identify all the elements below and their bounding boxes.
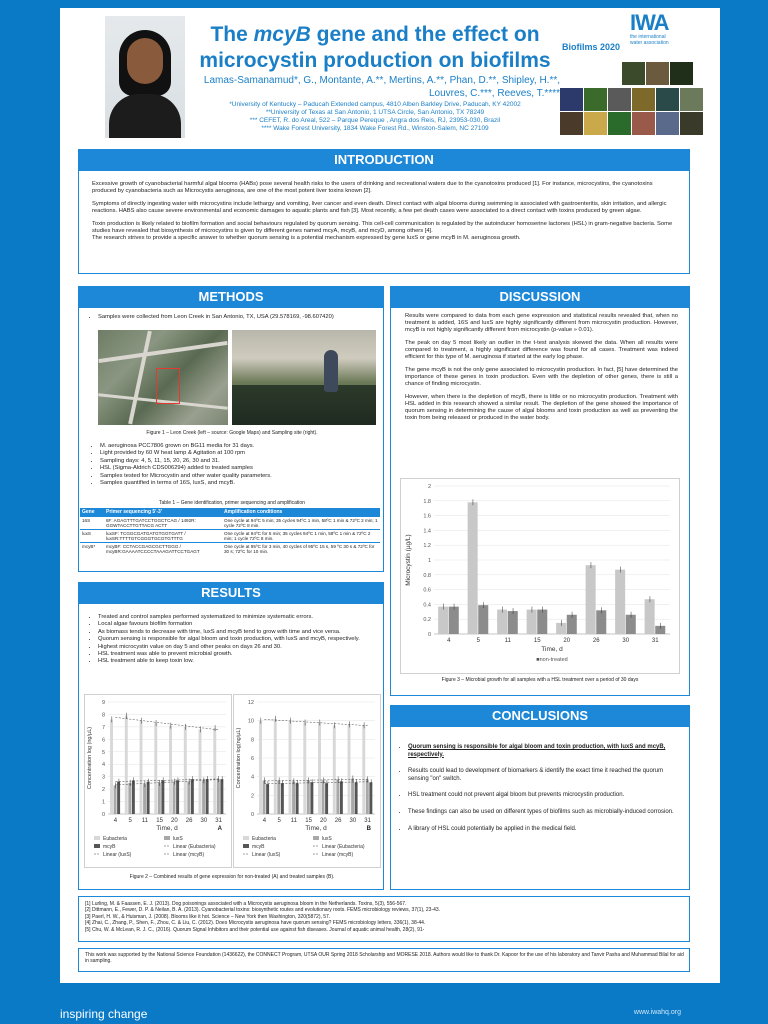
panel-label: A xyxy=(217,826,222,832)
y-tick-label: 0 xyxy=(250,812,254,818)
table-cell: mcyBF: CCTACCGAGCGCTTGGG / mcyBR:GAAAATCCCCTAAAGATTCCTGAGT xyxy=(104,543,222,556)
table1-caption: Table 1 – Gene identification, primer sequencing and amplification xyxy=(159,500,305,506)
legend-label: luxS xyxy=(322,836,332,842)
bar xyxy=(527,610,537,634)
x-axis-label: Time, d xyxy=(156,825,178,832)
bar xyxy=(645,599,655,634)
bar xyxy=(143,784,146,814)
y-tick-label: 0 xyxy=(427,632,431,638)
bar xyxy=(154,723,157,814)
iwa-logo-sub-2: water association xyxy=(630,40,669,46)
y-tick-label: 1.8 xyxy=(423,498,431,505)
x-tick-label: 15 xyxy=(533,638,541,644)
results-bullets xyxy=(88,614,378,666)
x-tick-label: 11 xyxy=(290,818,297,824)
methods-bullet-site: • Samples were collected from Leon Creek in San Antonio, TX, USA (29.578169, -98.607420) xyxy=(98,314,378,321)
bar xyxy=(220,779,223,814)
bar xyxy=(336,779,339,814)
figure-2a-chart xyxy=(84,694,232,868)
intro-p2: Symptoms of directly ingesting water with microcystins include lethargy and vomiting, liver cancer and even death. Direct contact with algal blooms during swimming is associated with gastroenteritis, skin irritation, and allergic reactions. HABS also cause severe environmental and economic damages to aquatic plants and fish [3]. Most recently, a few pet death cases were associated to a direct contact with toxins produced by green algae. xyxy=(92,201,667,214)
bar xyxy=(355,782,358,814)
bar xyxy=(114,785,117,814)
title-pre: The xyxy=(210,23,254,46)
x-tick-label: 20 xyxy=(563,638,571,644)
reference-item: [4] Zhai, C., Zhang, P., Shen, F., Zhou, C. & Liu, C. (2012). Does Microcystis aeruginosa have quorum sensing? FEMS microbiology letters, 336(1), 38-44. xyxy=(85,920,426,927)
y-tick-label: 1.4 xyxy=(423,528,431,535)
y-tick-label: 12 xyxy=(247,700,254,706)
legend-label: Eubacteria xyxy=(252,836,276,842)
intro-p3: Toxin production is likely related to biofilm formation and social behaviours regulated by quorum sensing. This cell-cell communication is regulated by the autoinducer homoserine lactones (HSL) in gram-negative bacteria. Some studies have revealed that biosynthesis of microcystins is given by different genes named mcyA, mcyB, and mcyD, among others [4]. xyxy=(92,221,673,234)
bar xyxy=(176,780,179,814)
iwa-logo xyxy=(630,12,688,56)
legend-label: mcyB xyxy=(103,844,116,850)
results-bullet: • Local algae favours biofilm formation xyxy=(98,621,378,628)
legend-swatch xyxy=(243,836,249,840)
gene-table-header: Primer sequencing 5'-3' xyxy=(104,508,222,517)
y-tick-label: 2 xyxy=(101,787,105,794)
methods-heading: METHODS xyxy=(78,286,384,308)
chart-frame xyxy=(401,479,680,674)
gene-table-header: Gene xyxy=(80,508,104,517)
iwa-logo-word: IWA xyxy=(630,10,669,35)
trend-line xyxy=(115,717,218,730)
x-tick-label: 4 xyxy=(447,638,451,644)
x-tick-label: 11 xyxy=(504,638,511,644)
y-tick-label: 0.6 xyxy=(423,587,431,594)
bar xyxy=(310,782,313,814)
bar xyxy=(325,783,328,814)
legend-label: Linear (luxS) xyxy=(252,852,281,858)
footer-bar xyxy=(0,1007,768,1024)
x-tick-label: 26 xyxy=(185,818,193,824)
x-tick-label: 30 xyxy=(200,818,208,824)
x-tick-label: 5 xyxy=(476,638,480,644)
gene-table xyxy=(80,508,380,555)
x-tick-label: 31 xyxy=(651,638,659,644)
bar xyxy=(147,782,150,814)
bar xyxy=(266,784,269,814)
results-bullet: • As biomass tends to decrease with time, luxS and mcyB tend to grow with time and vice versa. xyxy=(98,629,378,636)
authors xyxy=(190,74,560,100)
methods-site-bullet xyxy=(88,314,378,321)
biofilm-thumbnails xyxy=(560,62,710,140)
bar xyxy=(351,779,354,814)
bar xyxy=(128,783,131,814)
bar xyxy=(259,721,262,814)
y-tick-label: 2 xyxy=(427,484,431,490)
intro-p1: Excessive growth of cyanobacterial harmful algal blooms (HABs) pose several health risks to the users of drinking and recreational waters due to the cyanotoxins produced [1]. For instance, microcystins, the cyanotoxins produced by cyanobacteria such as Microcystis aeruginosa, are one of the most potent liver toxins known [2]. xyxy=(92,181,653,194)
legend-label: Linear (mcyB) xyxy=(173,852,205,858)
reference-item: [2] Dittmann, E., Fewer, D. P. & Neilan, B. A. (2013). Cyanobacterial toxins: biosynthetic routes and evolutionary roots. FEMS microbiology reviews, 37(1), 23-43. xyxy=(85,907,441,914)
x-axis-label: Time, d xyxy=(305,825,327,832)
reference-item: [3] Paerl, H. W., & Huisman, J. (2008). Blooms like it hot. Science – New York then Washington, 320(5872), 57. xyxy=(85,913,331,920)
satellite-map-image xyxy=(98,330,228,425)
title-gene: mcyB xyxy=(253,23,311,46)
legend-swatch xyxy=(243,844,249,848)
bar xyxy=(161,780,164,814)
y-tick-label: 8 xyxy=(101,712,105,719)
discussion-p3: The gene mcyB is not the only gene associated to microcystin production. In fact, [5] have determined the importance of these genes in toxin production. Even with the depletion of other genes, there is still a chance of finding microcystin. xyxy=(405,367,678,387)
y-tick-label: 1 xyxy=(427,558,431,564)
gene-table-header-row xyxy=(80,508,380,517)
reference-item: [1] Lurling, M. & Faassen, E. J. (2013). Dog poisonings associated with a Microcystis aeruginosa bloom in the Netherlands. Toxins, 5(3), 556-567. xyxy=(85,901,407,907)
x-tick-label: 4 xyxy=(113,818,118,824)
table-cell: luxSF: TCGGCGATGATGTGGTGATT / luxSR:TTTTGTCGGGTGCGTGTTTG xyxy=(104,530,222,543)
bar xyxy=(169,726,172,814)
bar xyxy=(586,565,596,634)
y-tick-label: 9 xyxy=(101,700,105,706)
introduction-text xyxy=(92,181,678,242)
table-cell: mcyB* xyxy=(80,543,104,556)
legend-swatch xyxy=(94,844,100,848)
legend-label: Linear (Eubacteria) xyxy=(173,844,216,850)
sampling-site-photo xyxy=(232,330,376,425)
iwa-logo-sub-1: the international xyxy=(630,34,666,40)
fig3-caption: Figure 3 – Microbial growth for all samples with a HSL treatment over a period of 30 days xyxy=(441,677,639,683)
results-bullet: • Quorum sensing is responsible for algal bloom and toxin production, with luxS and mcyB, respectively. xyxy=(98,636,378,643)
bar xyxy=(362,725,365,814)
bar xyxy=(125,716,128,814)
results-bullet: • HSL treatment able to keep toxin low. xyxy=(98,658,378,665)
methods-bullet: • HSL (Sigma-Aldrich CDS006294) added to treated samples xyxy=(100,465,378,472)
y-tick-label: 3 xyxy=(101,774,105,781)
y-axis-label: Concentration log(ng/µL) xyxy=(236,727,242,789)
poster-title xyxy=(190,22,560,74)
author-photo xyxy=(105,16,185,138)
x-tick-label: 20 xyxy=(171,818,178,824)
discussion-text xyxy=(405,313,678,428)
table-row xyxy=(80,543,380,556)
bar xyxy=(292,781,295,814)
y-tick-label: 1.6 xyxy=(423,513,431,520)
affiliation-4: **** Wake Forest University, 1834 Wake Forest Rd., Winston-Salem, NC 27109 xyxy=(261,125,489,132)
bar xyxy=(191,779,194,814)
sampling-area-marker xyxy=(156,368,180,404)
bar xyxy=(217,779,220,814)
acknowledgement: This work was supported by the National Science Foundation (1436622), the CONNECT Program, UTSA OUR Spring 2018 Scholarship and MORESE 2018. Authors would like to thank Dr. Kapoor for the use of his laboratory and Tanvir Pasha and Muhammad Bilal for aid in sampling. xyxy=(85,952,684,965)
x-tick-label: 31 xyxy=(364,818,371,824)
bar xyxy=(140,721,143,814)
conclusion-bullet: • A library of HSL could potentially be applied in the medical field. xyxy=(408,826,682,834)
legend-swatch xyxy=(164,836,170,840)
bar xyxy=(307,780,310,814)
x-tick-label: 5 xyxy=(128,818,132,824)
references xyxy=(85,901,685,933)
bar xyxy=(281,783,284,814)
table-cell: luxS xyxy=(80,530,104,543)
trend-line xyxy=(264,719,367,725)
bar xyxy=(202,780,205,814)
discussion-heading: DISCUSSION xyxy=(390,286,690,308)
bar xyxy=(206,779,209,814)
y-axis-label: Concentration log (ng/µL) xyxy=(87,726,93,790)
conclusion-bullet: • Quorum sensing is responsible for algal bloom and toxin production, with luxS and mcyB, respectively. xyxy=(408,744,682,759)
bar xyxy=(655,626,665,634)
bar xyxy=(556,623,566,634)
bar xyxy=(296,783,299,814)
methods-bullet: • Sampling days: 4, 5, 11, 15, 20, 26, 30 and 31. xyxy=(100,458,378,465)
bar xyxy=(213,728,216,814)
fig2-caption: Figure 2 – Combined results of gene expression for non-treated (A) and treated samples (B). xyxy=(129,874,335,880)
legend-label: ■non-treated xyxy=(536,657,568,663)
y-tick-label: 10 xyxy=(247,718,254,725)
y-axis-label: Microcystin (µg/L) xyxy=(405,534,412,586)
bar xyxy=(369,782,372,814)
bar xyxy=(615,570,625,634)
results-bullet: • Highest microcystin value on day 5 and other peaks on days 26 and 30. xyxy=(98,644,378,651)
y-tick-label: 0 xyxy=(101,812,105,818)
table-cell: One cycle at 94ºC for 5 min; 35 cycles 94ºC 1 min, 58ºC 1 min & 72ºC 2 min; 1 cycle 72ºC 8 min. xyxy=(222,530,380,543)
bar xyxy=(340,781,343,814)
results-bullet: • Treated and control samples performed systematized to minimize systematic errors. xyxy=(98,614,378,621)
bar xyxy=(322,780,325,814)
bar xyxy=(478,605,488,634)
results-heading: RESULTS xyxy=(78,582,384,604)
authors-line-1: Lamas-Samanamud*, G., Montante, A.**, Mertins, A.**, Phan, D.**, Shipley, H.**, xyxy=(203,75,560,86)
bar xyxy=(438,607,448,634)
affiliations xyxy=(190,101,560,133)
bar xyxy=(468,502,478,634)
x-tick-label: 26 xyxy=(592,638,600,644)
conclusions-bullets xyxy=(398,744,682,834)
y-tick-label: 0.8 xyxy=(423,572,431,579)
panel-label: B xyxy=(366,826,371,832)
table-cell: One cycle at 95ºC for 3 min, 40 cycles of 95ºC 15 s, 59 ºC 30 s & 72ºC for 30 s; 72ºC for 10 min. xyxy=(222,543,380,556)
x-tick-label: 4 xyxy=(262,818,267,824)
table-row xyxy=(80,517,380,530)
methods-bullets xyxy=(90,443,378,487)
bar xyxy=(537,610,547,634)
title-post: gene and the effect on microcystin production on biofilms xyxy=(199,23,551,72)
table-cell: 16S xyxy=(80,517,104,530)
discussion-p4: However, when there is the depletion of mcyB, there is little or no microcystin production. Treatment with HSL added in this research showed a similar result. The depletion of the gene showed the importance of quorum sensing in determining the cause of algal blooms and toxin production as well as preventing the toxin from being released or produced in the water body. xyxy=(405,394,678,421)
x-tick-label: 26 xyxy=(334,818,342,824)
y-tick-label: 5 xyxy=(101,749,105,756)
y-tick-label: 1.2 xyxy=(423,543,431,550)
y-tick-label: 6 xyxy=(250,756,254,762)
legend-label: luxS xyxy=(173,836,183,842)
y-tick-label: 4 xyxy=(250,774,254,781)
figure-3-chart xyxy=(400,478,680,674)
y-tick-label: 1 xyxy=(101,799,105,806)
legend-label: Linear (mcyB) xyxy=(322,852,354,858)
introduction-heading: INTRODUCTION xyxy=(78,149,690,171)
bar xyxy=(333,725,336,814)
discussion-p2: The peak on day 5 most likely an outlier in the t-test analysis skewed the data. When all results were compared to treatment, a highly significant difference was found for all cases. Treatment was indeed efficient for this type of M. aeruginosa if started at the early log phase. xyxy=(405,340,678,360)
bar xyxy=(184,727,187,814)
bar xyxy=(274,719,277,814)
figure-2b-chart xyxy=(233,694,381,868)
bar xyxy=(110,719,113,814)
x-axis-label: Time, d xyxy=(541,646,563,653)
table-row xyxy=(80,530,380,543)
y-tick-label: 7 xyxy=(101,724,105,731)
bar xyxy=(567,615,577,634)
conclusions-heading: CONCLUSIONS xyxy=(390,705,690,727)
table-cell: 8F: AGAGTTTGATCCTGGCTCAG / 1492R: GGWTACCTTGTTACG ACTT xyxy=(104,517,222,530)
bar xyxy=(497,610,507,634)
legend-label: Linear (luxS) xyxy=(103,852,132,858)
bar xyxy=(263,780,266,814)
bar xyxy=(132,780,135,814)
legend-label: Eubacteria xyxy=(103,836,127,842)
y-tick-label: 0.2 xyxy=(423,617,431,624)
bar xyxy=(366,779,369,814)
legend-label: Linear (Eubacteria) xyxy=(322,844,365,850)
bar xyxy=(277,780,280,814)
results-bullet: • HSL treatment was able to prevent microbial growth. xyxy=(98,651,378,658)
conclusion-bullet: • These findings can also be used on different types of biofilms such as microbially-induced corrosion. xyxy=(408,809,682,817)
authors-line-2: Louvres, C.***, Reeves, T.**** xyxy=(429,88,560,99)
bar xyxy=(199,729,202,814)
table-cell: One cycle at 94ºC 5 min; 35 cycles 94ºC 1 min, 58ºC 1 min & 72ºC 2 min; 1 cycle 72ºC 8 min. xyxy=(222,517,380,530)
affiliation-3: *** CEFET, R. do Areal, 522 – Parque Pereque , Angra dos Reis, RJ, 23953-030, Brazil xyxy=(249,117,501,124)
intro-p4: The research strives to provide a specific answer to whether quorum sensing is a potential mechanism expressed by gene luxS or gene mcyB in M. aeruginosa growth. xyxy=(92,235,521,241)
y-tick-label: 0.4 xyxy=(423,602,431,609)
x-tick-label: 15 xyxy=(156,818,163,824)
footer-tagline: inspiring change xyxy=(60,1007,148,1021)
affiliation-2: **University of Texas at San Antonio, 1 UTSA Circle, San Antonio, TX 78249 xyxy=(265,109,485,116)
gene-table-header: Amplification conditions xyxy=(222,508,380,517)
discussion-p1: Results were compared to data from each gene expression and statistical results revealed that, when no treatment is added, 16S and luxS are highly significantly different from microcystin production. However, mcyB is not highly significantly different from microcystin (p-value » 0.01). xyxy=(405,313,678,333)
methods-bullet: • Light provided by 60 W heat lamp & Agitation at 100 rpm xyxy=(100,450,378,457)
methods-bullet: • M. aeruginosa PCC7806 grown on BG11 media for 31 days. xyxy=(100,443,378,450)
bar xyxy=(318,723,321,814)
y-tick-label: 8 xyxy=(250,737,254,744)
bar xyxy=(508,611,518,634)
x-tick-label: 15 xyxy=(305,818,312,824)
bar xyxy=(449,607,459,634)
bar xyxy=(187,782,190,814)
bar xyxy=(117,782,120,814)
y-tick-label: 2 xyxy=(250,793,254,800)
x-tick-label: 20 xyxy=(320,818,327,824)
bar xyxy=(173,782,176,814)
legend-swatch xyxy=(94,836,100,840)
bar xyxy=(303,723,306,814)
bar xyxy=(596,610,606,634)
y-tick-label: 6 xyxy=(101,737,105,744)
legend-label: mcyB xyxy=(252,844,265,850)
affiliation-1: *University of Kentucky – Paducah Extended campus, 4810 Alben Barkley Drive, Paducah, KY 42002 xyxy=(229,101,521,108)
fig1-caption: Figure 1 – Leon Creek (left – source: Google Maps) and Sampling site (right). xyxy=(146,430,318,436)
event-name: Biofilms 2020 xyxy=(562,42,621,52)
reference-item: [5] Chu, W. & McLean, R. J. C., (2016). Quorum Signal Inhibitors and their potential use against fish diseases. Journal of aquatic animal health, 28(2), 91- xyxy=(85,926,425,933)
bar xyxy=(348,724,351,814)
conclusion-bullet: • HSL treatment could not prevent algal bloom but prevents microcystin production. xyxy=(408,792,682,800)
bar xyxy=(158,783,161,814)
x-tick-label: 5 xyxy=(277,818,281,824)
bar xyxy=(289,721,292,814)
legend-swatch xyxy=(313,836,319,840)
methods-bullet: • Samples quantified in terms of 16S, luxS, and mcyB. xyxy=(100,480,378,487)
conclusion-bullet: • Results could lead to development of biomarkers & identify the exact time it reached the quorum sensing "on" switch. xyxy=(408,768,682,783)
y-tick-label: 4 xyxy=(101,762,105,769)
x-tick-label: 30 xyxy=(349,818,357,824)
x-tick-label: 31 xyxy=(215,818,222,824)
x-tick-label: 11 xyxy=(141,818,148,824)
x-tick-label: 30 xyxy=(622,638,630,644)
bar xyxy=(626,615,636,634)
footer-url[interactable]: www.iwahq.org xyxy=(633,1009,681,1016)
methods-bullet: • Samples tested for Microcystin and other water quality parameters. xyxy=(100,473,378,480)
